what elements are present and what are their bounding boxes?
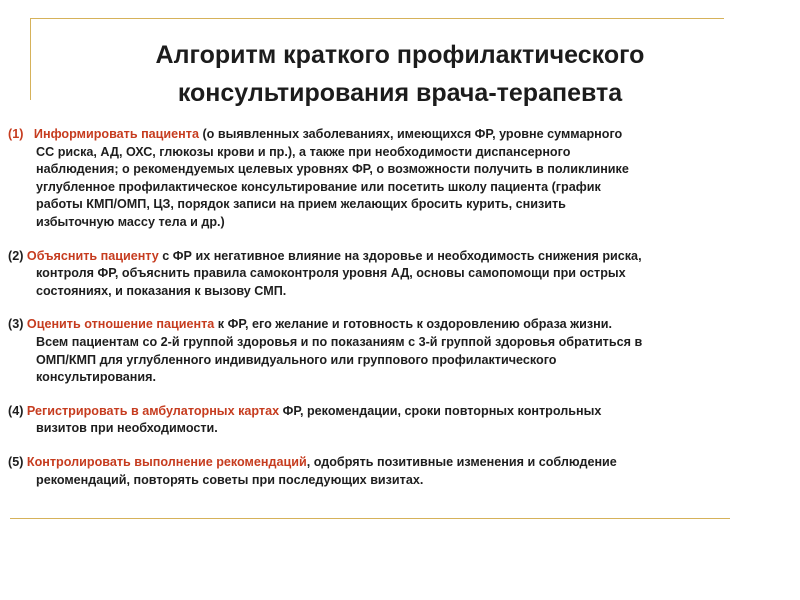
list-item [8, 316, 768, 386]
title-line-1: Алгоритм краткого профилактического [155, 41, 645, 69]
algorithm-list [8, 126, 768, 505]
item-text: консультирования. [36, 370, 156, 385]
item-text: контроля ФР, объяснить правила самоконтроля уровня АД, основы самопомощи при острых [36, 266, 626, 281]
item-text: с ФР их негативное влияние на здоровье и необходимость снижения риска, [158, 248, 642, 263]
list-item [8, 126, 768, 232]
item-number: (4) [8, 403, 24, 418]
left-divider [30, 18, 31, 100]
item-text: работы КМП/ОМП, ЦЗ, порядок записи на прием желающих бросить курить, снизить [36, 197, 566, 212]
item-text: углубленное профилактическое консультирование или посетить школу пациента (график [36, 179, 601, 194]
item-number: (3) [8, 317, 24, 332]
item-text: (о выявленных заболеваниях, имеющихся ФР, уровне суммарного [198, 127, 623, 141]
item-text: наблюдения; о рекомендуемых целевых уровнях ФР, о возможности получить в поликлинике [36, 162, 629, 177]
item-text: , одобрять позитивные изменения и соблюдение [306, 454, 617, 469]
list-item [8, 403, 768, 438]
item-text: к ФР, его желание и готовность к оздоровлению образа жизни. [214, 317, 612, 332]
top-divider [30, 18, 724, 19]
item-key-phrase: Оценить отношение пациента [26, 317, 215, 332]
item-number: (5) [8, 454, 24, 469]
item-text: ФР, рекомендации, сроки повторных контрольных [279, 403, 602, 418]
item-text: СС риска, АД, ОХС, глюкозы крови и пр.), а также при необходимости диспансерного [36, 144, 571, 159]
list-item [8, 248, 768, 301]
item-key-phrase: Объяснить пациенту [26, 248, 159, 263]
page-title [60, 36, 740, 112]
item-key-phrase: Информировать пациента [33, 127, 199, 141]
item-text: визитов при необходимости. [36, 421, 218, 436]
item-number: (2) [8, 248, 24, 263]
title-line-2: консультирования врача-терапевта [177, 79, 623, 107]
list-item [8, 454, 768, 489]
item-text: Всем пациентам со 2-й группой здоровья и по показаниям с 3-й группой здоровья обратиться в [36, 334, 643, 349]
item-text: избыточную массу тела и др.) [36, 214, 225, 229]
item-number: (1) [8, 127, 24, 141]
item-key-phrase: Регистрировать в амбулаторных картах [26, 403, 280, 418]
bottom-divider [10, 518, 730, 519]
item-key-phrase: Контролировать выполнение рекомендаций [26, 454, 307, 469]
item-text: состояниях, и показания к вызову СМП. [36, 283, 287, 298]
item-text: ОМП/КМП для углубленного индивидуального или группового профилактического [36, 352, 557, 367]
item-text: рекомендаций, повторять советы при последующих визитах. [36, 472, 424, 487]
